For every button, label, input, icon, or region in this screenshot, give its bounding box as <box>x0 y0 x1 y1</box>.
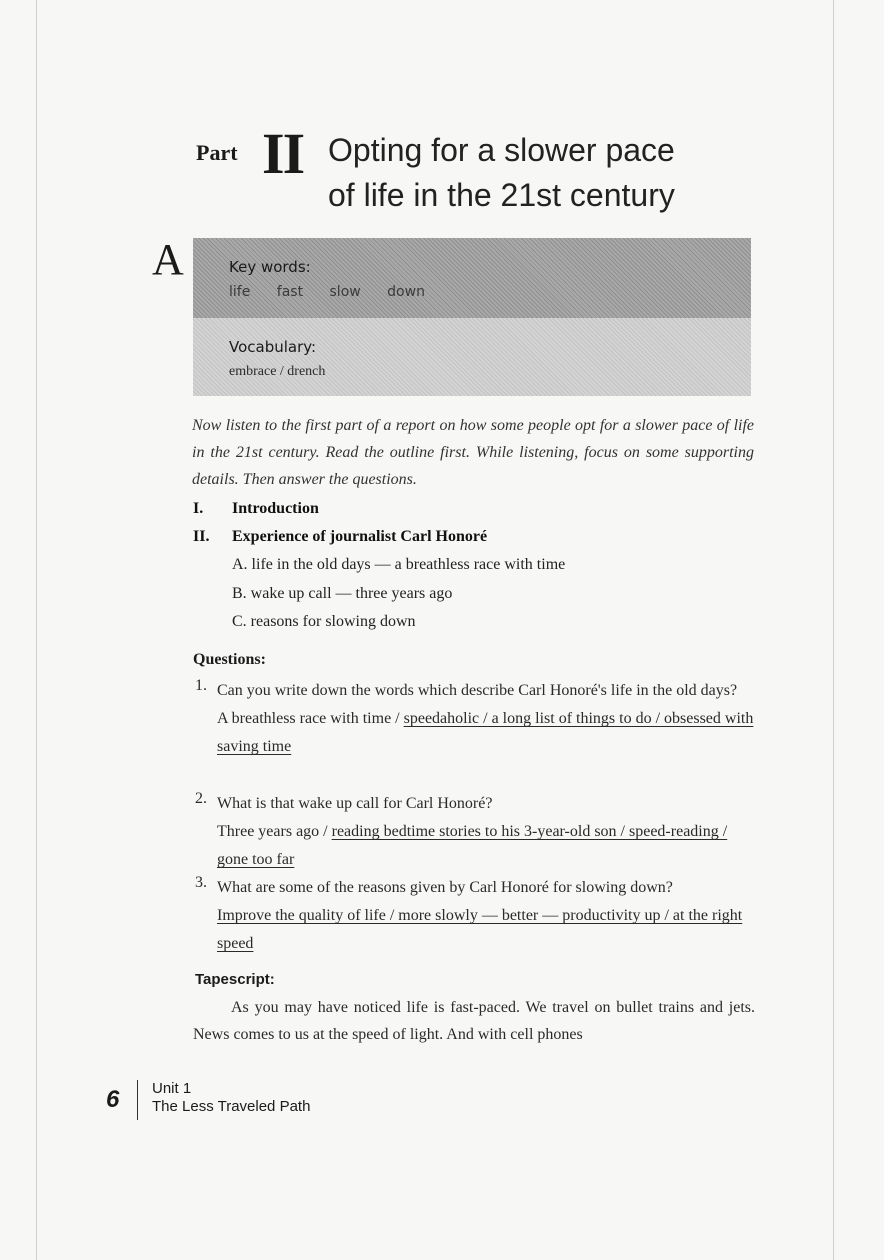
answer <box>217 818 755 874</box>
answer <box>217 902 755 958</box>
key-words-box <box>193 238 751 396</box>
question-text: What is that wake up call for Carl Honoré? <box>217 795 493 812</box>
answer-underlined: Improve the quality of life / more slowly — better — productivity up / at the right speed <box>217 907 743 952</box>
page-edge-right <box>833 0 834 1260</box>
question-number: 2. <box>195 790 207 807</box>
outline-i-text: Introduction <box>232 500 319 517</box>
unit-number: Unit 1 <box>152 1080 192 1097</box>
page-number: 6 <box>106 1086 120 1113</box>
page-edge-left <box>36 0 37 1260</box>
outline-c: C. reasons for slowing down <box>232 613 416 630</box>
question-body <box>217 790 755 874</box>
question-text: What are some of the reasons given by Carl Honoré for slowing down? <box>217 879 673 896</box>
part-title-line-1: Opting for a slower pace <box>328 132 675 168</box>
questions-heading: Questions: <box>193 651 266 668</box>
outline-a: A. life in the old days — a breathless race with time <box>232 556 566 573</box>
tapescript-heading: Tapescript: <box>195 971 275 988</box>
question-body <box>217 677 755 761</box>
part-title-line-2: of life in the 21st century <box>328 177 675 213</box>
answer-plain: A breathless race with time / <box>217 710 404 727</box>
section-letter: A <box>152 235 184 284</box>
vocabulary-panel <box>193 318 751 396</box>
question-text: Can you write down the words which describe Carl Honoré's life in the old days? <box>217 682 738 699</box>
outline-b: B. wake up call — three years ago <box>232 585 453 602</box>
tapescript-text: As you may have noticed life is fast-paced. We travel on bullet trains and jets. News comes to us at the speed of light. And with cell phones <box>193 999 755 1043</box>
outline-ii-text: Experience of journalist Carl Honoré <box>232 528 488 545</box>
vocabulary-list: embrace / drench <box>229 364 326 379</box>
question-body <box>217 874 755 958</box>
answer <box>217 705 755 761</box>
part-numeral: II <box>262 121 304 186</box>
key-words-label: Key words: <box>229 258 311 276</box>
question-number: 3. <box>195 874 207 891</box>
key-words-list: life fast slow down <box>229 284 425 300</box>
part-label: Part <box>196 140 238 165</box>
part-title <box>328 128 675 218</box>
outline-i-number: I. <box>193 500 204 517</box>
answer-underlined: speedaholic / a long list of things to do / obsessed with saving time <box>217 710 754 755</box>
footer-divider <box>137 1080 138 1120</box>
outline-ii-number: II. <box>193 528 210 545</box>
vocabulary-label: Vocabulary: <box>229 338 317 356</box>
unit-info <box>152 1080 310 1116</box>
answer-plain: Three years ago / <box>217 823 332 840</box>
key-words-panel <box>193 238 751 318</box>
question-number: 1. <box>195 677 207 694</box>
answer-underlined: reading bedtime stories to his 3-year-old son / speed-reading / gone too far <box>217 823 728 868</box>
unit-title: The Less Traveled Path <box>152 1098 311 1115</box>
instructions-text: Now listen to the first part of a report on how some people opt for a slower pace of life in the 21st century. Read the outline first. While listening, focus on some supporting details. Then answer the questions. <box>192 417 754 488</box>
